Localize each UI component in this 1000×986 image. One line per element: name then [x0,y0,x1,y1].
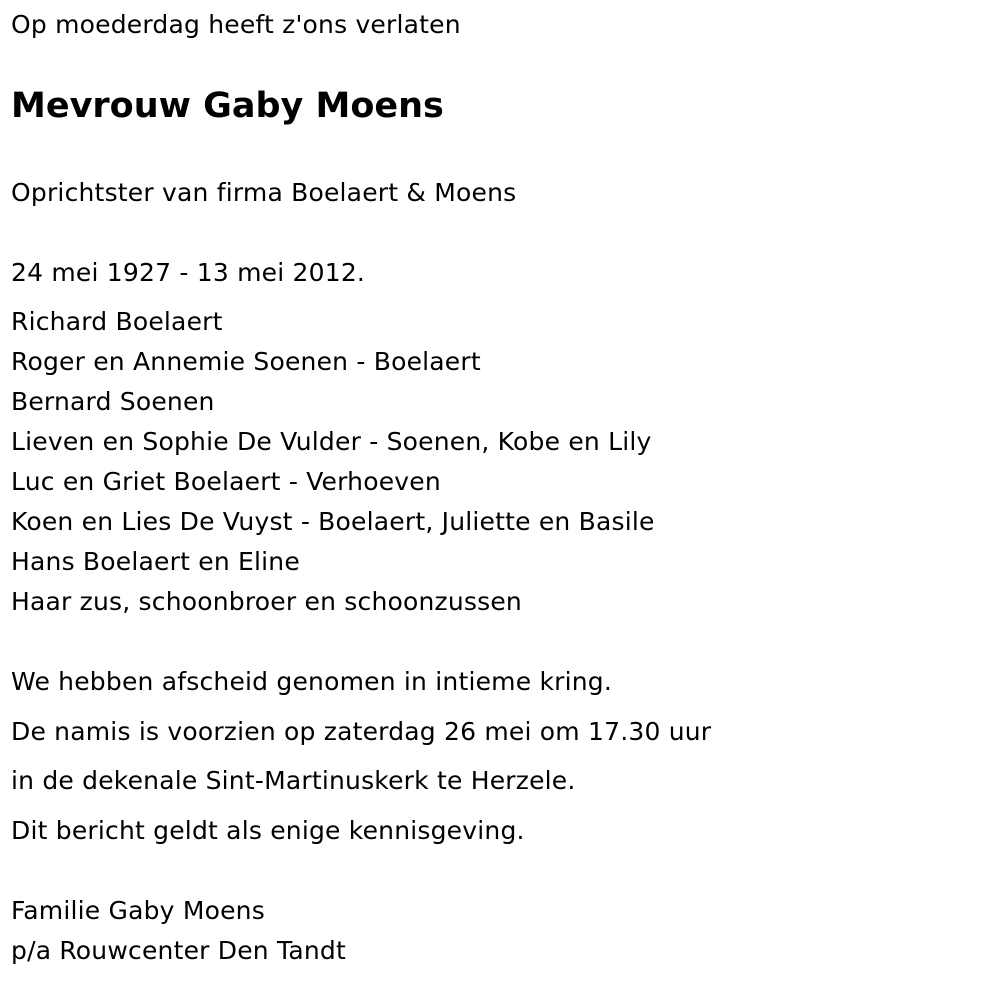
relative-item: Lieven en Sophie De Vulder - Soenen, Kobe en Lily [11,427,652,456]
relative-item: Richard Boelaert [11,307,223,336]
relative-item: Luc en Griet Boelaert - Verhoeven [11,467,441,496]
announcement-line: Dit bericht geldt als enige kennisgeving. [11,816,525,845]
relative-item: Hans Boelaert en Eline [11,547,300,576]
intro-text: Op moederdag heeft z'ons verlaten [11,10,461,39]
relative-item: Koen en Lies De Vuyst - Boelaert, Juliette en Basile [11,507,655,536]
deceased-name: Mevrouw Gaby Moens [11,86,444,126]
sender-line: p/a Rouwcenter Den Tandt [11,936,346,965]
title-line: Oprichtster van firma Boelaert & Moens [11,178,517,207]
dates-line: 24 mei 1927 - 13 mei 2012. [11,258,366,287]
announcement-line: De namis is voorzien op zaterdag 26 mei om 17.30 uur [11,717,712,746]
relative-item: Haar zus, schoonbroer en schoonzussen [11,587,522,616]
sender-line: Familie Gaby Moens [11,896,265,925]
announcement-line: We hebben afscheid genomen in intieme kring. [11,667,613,696]
announcement-line: in de dekenale Sint-Martinuskerk te Herzele. [11,766,576,795]
relative-item: Roger en Annemie Soenen - Boelaert [11,347,481,376]
relative-item: Bernard Soenen [11,387,215,416]
